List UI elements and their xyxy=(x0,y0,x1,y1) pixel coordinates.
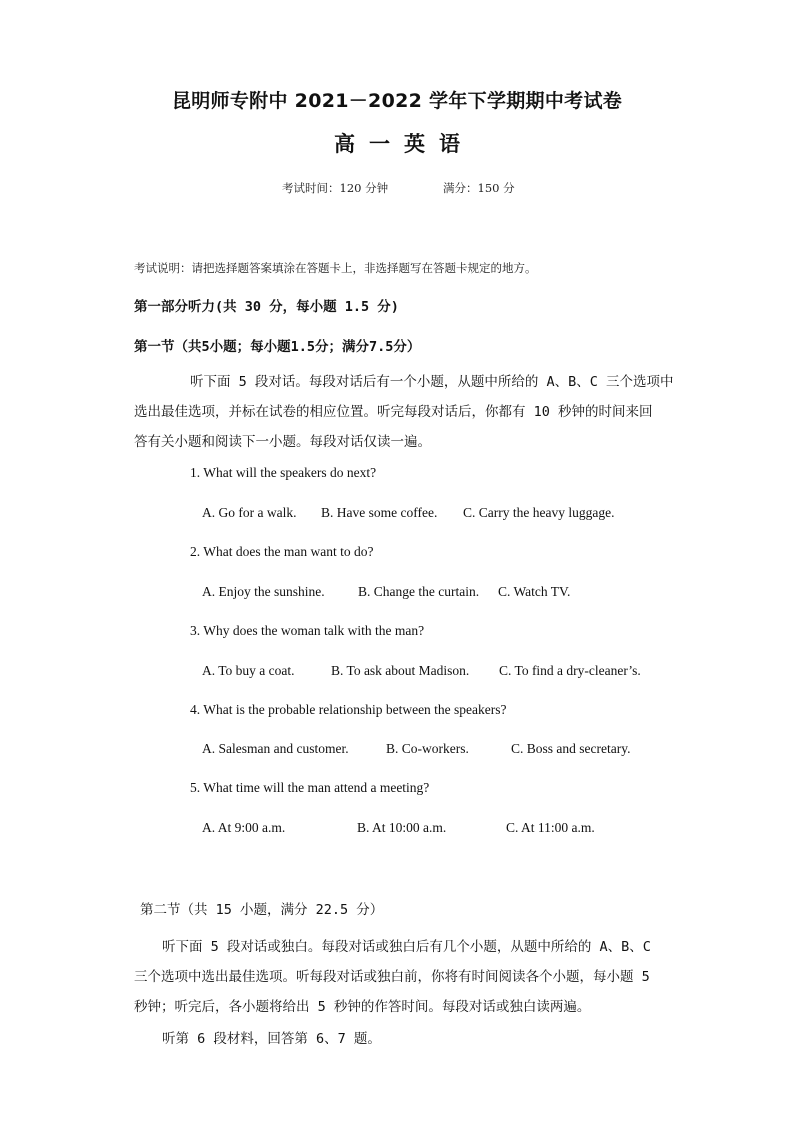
question-2-option-c: C. Watch TV. xyxy=(498,584,571,599)
question-1-option-a: A. Go for a walk. xyxy=(202,505,297,520)
section1-title: 第一节（共5小题；每小题1.5分；满分7.5分） xyxy=(134,339,421,355)
section2-directions-line1: 听下面 5 段对话或独白。每段对话或独白后有几个小题，从题中所给的 A、B、C xyxy=(162,939,651,955)
section1-directions-line2: 选出最佳选项，并标在试卷的相应位置。听完每段对话后，你都有 10 秒钟的时间来回 xyxy=(134,404,653,420)
question-4-stem: 4. What is the probable relationship between the speakers? xyxy=(190,702,507,717)
question-3-stem: 3. Why does the woman talk with the man? xyxy=(190,623,425,638)
full-score: 满分：150 分 xyxy=(443,181,515,195)
question-2-option-b: B. Change the curtain. xyxy=(358,584,480,599)
section2-directions-line3: 秒钟；听完后，各小题将给出 5 秒钟的作答时间。每段对话或独白读两遍。 xyxy=(134,999,591,1015)
question-4-option-c: C. Boss and secretary. xyxy=(511,741,631,756)
question-5-option-c: C. At 11:00 a.m. xyxy=(506,820,595,835)
section2-title: 第二节（共 15 小题，满分 22.5 分） xyxy=(140,902,384,918)
exam-time: 考试时间：120 分钟 xyxy=(282,181,389,195)
question-4-option-b: B. Co-workers. xyxy=(386,741,469,756)
question-1-stem: 1. What will the speakers do next? xyxy=(190,465,377,480)
question-2-stem: 2. What does the man want to do? xyxy=(190,544,374,559)
question-3-option-a: A. To buy a coat. xyxy=(202,663,295,678)
part1-title: 第一部分听力(共 30 分，每小题 1.5 分) xyxy=(134,299,399,315)
question-1-option-b: B. Have some coffee. xyxy=(321,505,438,520)
material-6-note: 听第 6 段材料，回答第 6、7 题。 xyxy=(162,1031,381,1047)
exam-title: 昆明师专附中 2021－2022 学年下学期期中考试卷 xyxy=(171,90,623,112)
question-1-option-c: C. Carry the heavy luggage. xyxy=(463,505,615,520)
question-5-stem: 5. What time will the man attend a meeting? xyxy=(190,780,430,795)
question-5-option-a: A. At 9:00 a.m. xyxy=(202,820,286,835)
question-2-option-a: A. Enjoy the sunshine. xyxy=(202,584,325,599)
question-3-option-c: C. To find a dry-cleaner’s. xyxy=(499,663,641,678)
section2-directions-line2: 三个选项中选出最佳选项。听每段对话或独白前，你将有时间阅读各个小题，每小题 5 xyxy=(134,969,650,985)
subject-title: 高一英语 xyxy=(334,132,474,156)
question-3-option-b: B. To ask about Madison. xyxy=(331,663,470,678)
exam-instructions: 考试说明：请把选择题答案填涂在答题卡上，非选择题写在答题卡规定的地方。 xyxy=(134,261,537,275)
section1-directions-line1: 听下面 5 段对话。每段对话后有一个小题，从题中所给的 A、B、C 三个选项中 xyxy=(190,374,674,390)
question-4-option-a: A. Salesman and customer. xyxy=(202,741,349,756)
question-5-option-b: B. At 10:00 a.m. xyxy=(357,820,447,835)
section1-directions-line3: 答有关小题和阅读下一小题。每段对话仅读一遍。 xyxy=(134,434,431,450)
